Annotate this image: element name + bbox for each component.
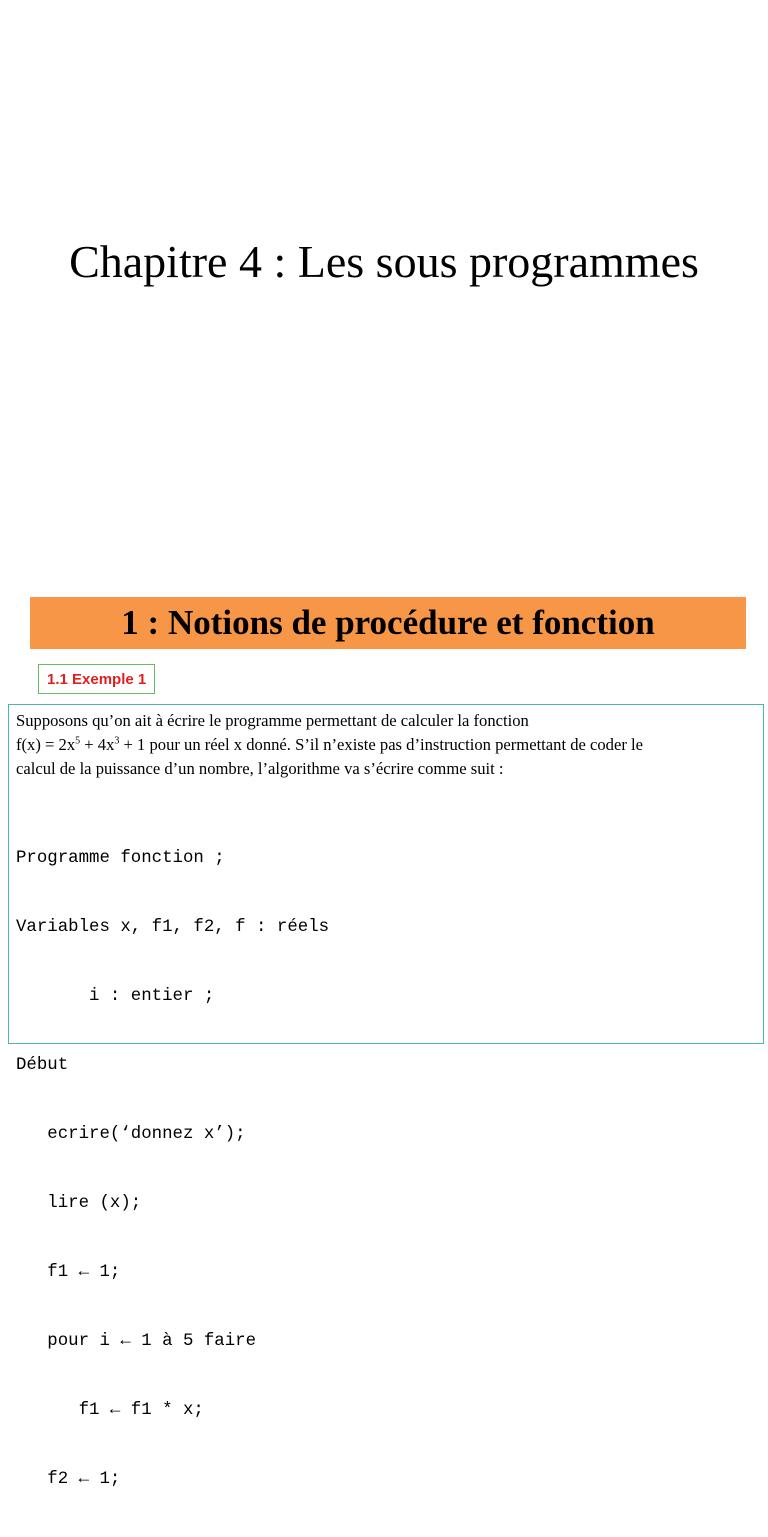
chapter-title: Chapitre 4 : Les sous programmes: [69, 236, 699, 287]
code-line: f1 ← f1 * x;: [16, 1401, 204, 1420]
code-block: [16, 801, 329, 1537]
code-line: f1 ← 1;: [16, 1263, 121, 1282]
intro-line-3: calcul de la puissance d’un nombre, l’algorithme va s’écrire comme suit :: [16, 759, 504, 778]
formula-prefix: f(x) = 2x: [16, 735, 76, 754]
section-heading: 1 : Notions de procédure et fonction: [121, 603, 655, 642]
example-label-text: 1.1 Exemple 1: [47, 670, 147, 688]
section-banner: [30, 597, 746, 649]
formula-suffix: + 1 pour un réel x donné. S’il n’existe pas d’instruction permettant de coder le: [119, 735, 643, 754]
code-line: i : entier ;: [16, 987, 215, 1006]
code-line: ecrire(‘donnez x’);: [16, 1125, 246, 1144]
intro-line-2: [16, 733, 761, 757]
example-label: [38, 664, 155, 694]
intro-line-1: Supposons qu’on ait à écrire le programme permettant de calculer la fonction: [16, 711, 529, 730]
code-line: Début: [16, 1056, 69, 1075]
code-line: f2 ← 1;: [16, 1470, 121, 1489]
code-line: Variables x, f1, f2, f : réels: [16, 918, 330, 937]
intro-paragraph: [16, 709, 761, 781]
code-line: lire (x);: [16, 1194, 142, 1213]
content-box: [8, 704, 764, 1489]
code-line: pour i ← 1 à 5 faire: [16, 1332, 257, 1351]
formula-exponent-1: 5: [75, 735, 81, 747]
formula-plus: + 4x: [80, 735, 115, 754]
formula-exponent-2: 3: [114, 735, 120, 747]
code-line: Programme fonction ;: [16, 849, 225, 868]
